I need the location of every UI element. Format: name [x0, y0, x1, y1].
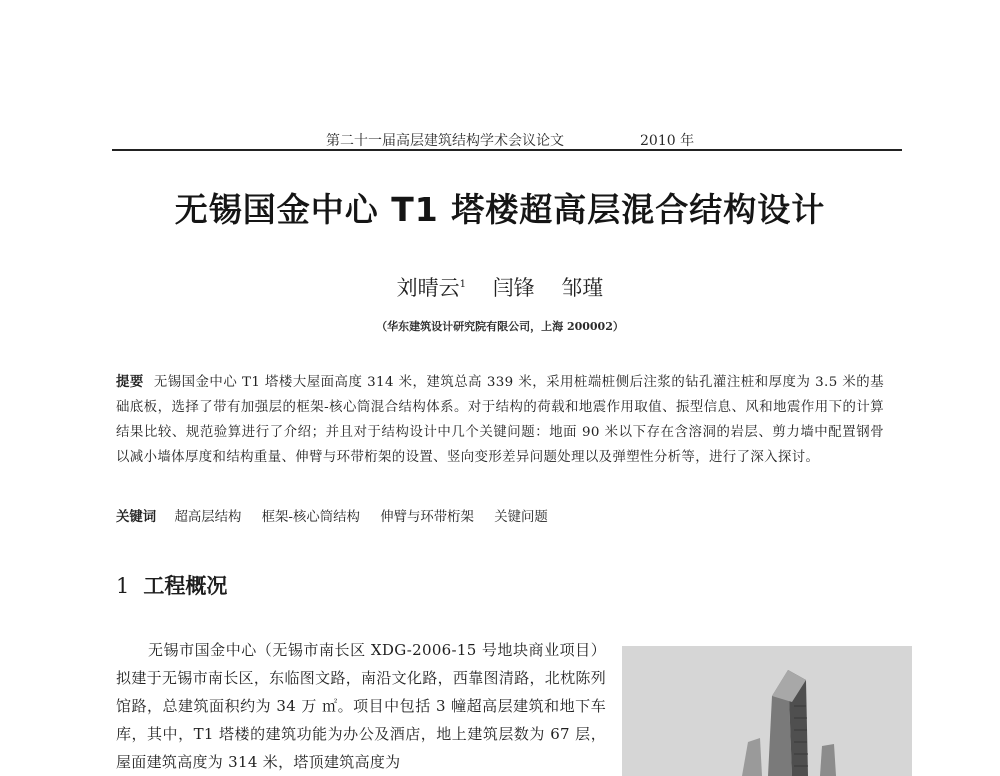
- paper-title: 无锡国金中心 T1 塔楼超高层混合结构设计: [174, 190, 826, 229]
- keywords-label: 关键词: [116, 509, 157, 525]
- header-rule: [112, 149, 902, 151]
- abstract: [116, 370, 884, 470]
- tower-illustration: [622, 646, 912, 776]
- keyword: 伸臂与环带桁架: [380, 510, 474, 525]
- author-affiliation-mark: 1: [459, 279, 466, 290]
- section-number: 1: [116, 574, 130, 598]
- abstract-label: 提要: [116, 374, 144, 390]
- author-affiliation: （华东建筑设计研究院有限公司，上海 200002）: [376, 320, 624, 333]
- keyword: 框架-核心筒结构: [261, 510, 360, 525]
- author-list: [0, 272, 1000, 302]
- author-2: [493, 272, 535, 302]
- keyword: 关键问题: [494, 510, 548, 525]
- author-name: 闫锋: [492, 276, 535, 300]
- abstract-text: 无锡国金中心 T1 塔楼大屋面高度 314 米，建筑总高 339 米，采用桩端桩侧后注浆的钻孔灌注桩和厚度为 3.5 米的基础底板，选择了带有加强层的框架-核心筒混合结构体系。对于结构的荷载和地震作用取值、振型信息、风和地震作用下的计算结果比较、规范验算进行了介绍；并且对于结构设计中几个关键问题：地面 90 米以下存在含溶洞的岩层、剪力墙中配置钢骨以减小墙体厚度和结构重量、伸臂与环带桁架的设置、竖向变形差异问题处理以及弹塑性分析等，进行了深入探讨。: [116, 375, 884, 465]
- author-name: 邹瑾: [561, 276, 604, 300]
- conference-year: 2010 年: [640, 133, 695, 149]
- tower-rendering-image: [622, 646, 912, 776]
- conference-name: 第二十一届高层建筑结构学术会议论文: [326, 133, 564, 149]
- section-heading: [116, 570, 227, 600]
- section-title: 工程概况: [143, 574, 228, 598]
- author-3: [561, 272, 603, 302]
- body-paragraph: 无锡市国金中心（无锡市南长区 XDG-2006-15 号地块商业项目）拟建于无锡市南长区，东临图文路，南沿文化路，西靠图清路，北枕陈列馆路，总建筑面积约为 34 万 ㎡。项目中包括 3 幢超高层建筑和地下车库，其中，T1 塔楼的建筑功能为办公及酒店，地上建筑层数为 67 层，屋面建筑高度为 314 米，塔顶建筑高度为: [116, 641, 606, 771]
- author-name: 刘晴云: [396, 276, 460, 300]
- author-1: [397, 272, 466, 302]
- running-header: [112, 128, 902, 150]
- keywords: [116, 506, 884, 525]
- keyword: 超高层结构: [174, 510, 242, 525]
